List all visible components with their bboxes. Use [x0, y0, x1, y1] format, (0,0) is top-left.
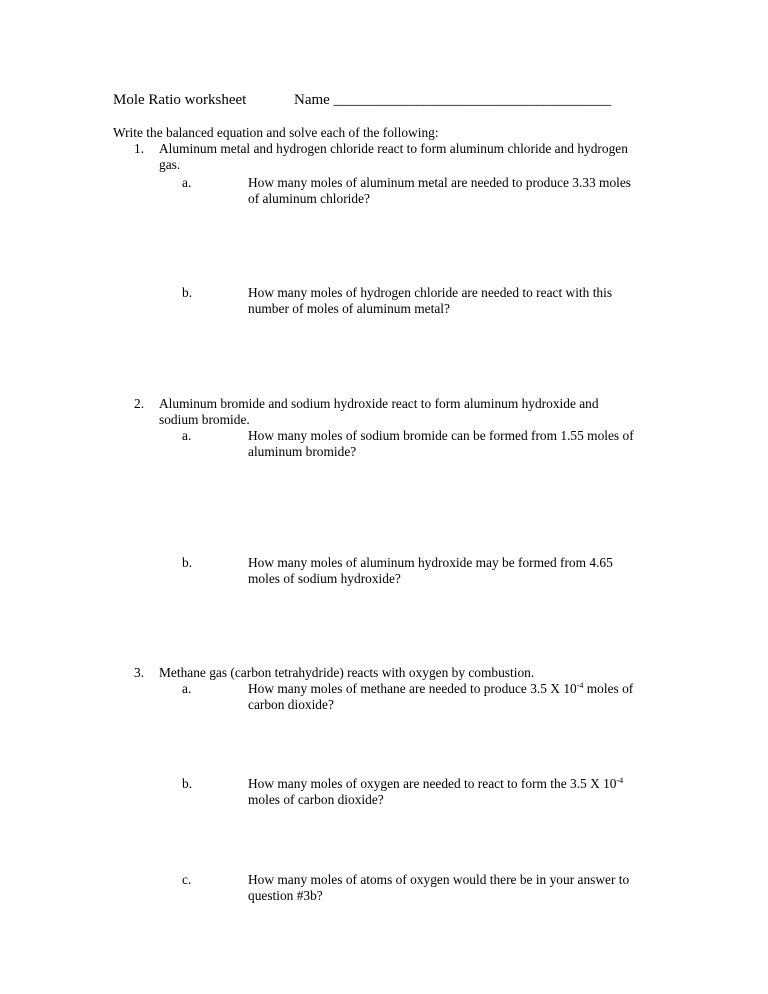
name-field[interactable] — [294, 91, 611, 109]
question-1-prompt-line1: Aluminum metal and hydrogen chloride react to form aluminum chloride and hydrogen — [159, 141, 628, 156]
question-2b-line1: How many moles of aluminum hydroxide may be formed from 4.65 — [248, 555, 613, 570]
question-3c-label: c. — [182, 872, 192, 887]
question-3a-line1-tail: moles of — [583, 681, 634, 696]
question-2a-label: a. — [182, 428, 192, 443]
question-1b-line1: How many moles of hydrogen chloride are needed to react with this — [248, 285, 613, 300]
question-3b-label: b. — [182, 776, 193, 791]
question-3a-line1-text: How many moles of methane are needed to produce 3.5 X 10 — [248, 681, 577, 696]
question-3a-line2: carbon dioxide? — [248, 697, 334, 712]
worksheet-title: Mole Ratio worksheet — [113, 92, 247, 108]
question-3b-exponent: -4 — [616, 776, 624, 785]
question-2a-line1: How many moles of sodium bromide can be formed from 1.55 moles of — [248, 428, 634, 443]
question-1a-label: a. — [182, 175, 192, 190]
question-1a-line1: How many moles of aluminum metal are needed to produce 3.33 moles — [248, 175, 632, 190]
instructions: Write the balanced equation and solve each of the following: — [113, 125, 439, 140]
question-1-number: 1. — [134, 141, 145, 156]
question-2a-line2: aluminum bromide? — [248, 444, 357, 459]
question-3a-label: a. — [182, 681, 192, 696]
name-label: Name — [294, 92, 330, 108]
question-2b-label: b. — [182, 555, 193, 570]
question-3b-line2: moles of carbon dioxide? — [248, 792, 384, 807]
question-1a-line2: of aluminum chloride? — [248, 191, 370, 206]
question-3c-line1: How many moles of atoms of oxygen would there be in your answer to — [248, 872, 630, 887]
question-3-prompt-line1: Methane gas (carbon tetrahydride) reacts with oxygen by combustion. — [159, 665, 535, 680]
question-1b-line2: number of moles of aluminum metal? — [248, 301, 450, 316]
question-1-prompt-line2: gas. — [159, 157, 181, 172]
question-2-prompt-line1: Aluminum bromide and sodium hydroxide react to form aluminum hydroxide and — [159, 396, 599, 411]
question-2-prompt-line2: sodium bromide. — [159, 412, 250, 427]
question-3b-line1 — [248, 776, 623, 792]
question-2-number: 2. — [134, 396, 145, 411]
question-3b-line1-text: How many moles of oxygen are needed to react to form the 3.5 X 10 — [248, 776, 617, 791]
name-line: _____________________________________ — [333, 92, 612, 108]
question-2b-line2: moles of sodium hydroxide? — [248, 571, 401, 586]
question-3-number: 3. — [134, 665, 145, 680]
question-1b-label: b. — [182, 285, 193, 300]
question-3a-line1 — [248, 681, 633, 697]
question-3a-exponent: -4 — [576, 681, 584, 690]
question-3c-line2: question #3b? — [248, 888, 323, 903]
